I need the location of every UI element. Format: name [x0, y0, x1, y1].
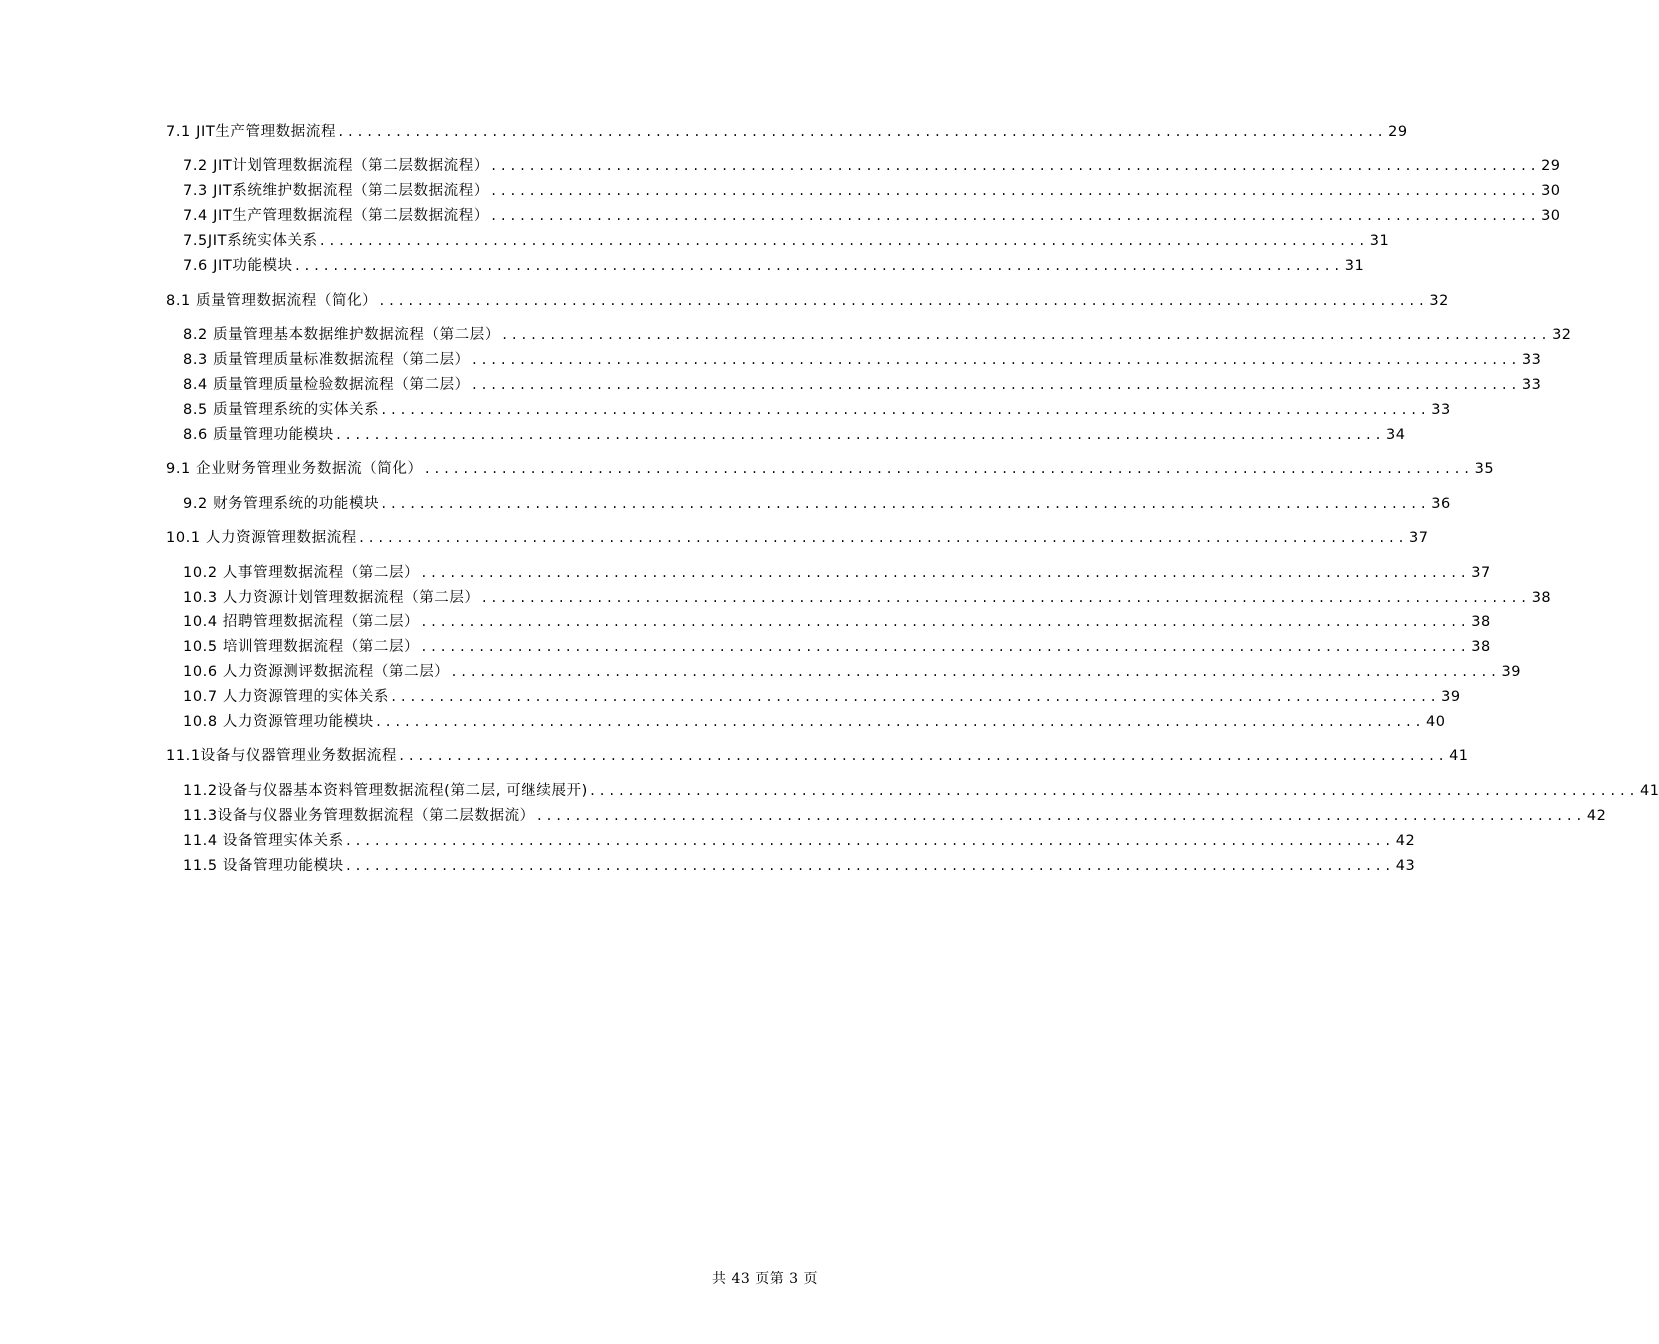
toc-entry-label: 8.4 质量管理质量检验数据流程（第二层） — [183, 377, 470, 393]
dot-leader: ............................................................................................................. — [535, 809, 1585, 823]
toc-entry-label: 8.5 质量管理系统的实体关系 — [183, 402, 380, 418]
toc-entry-page: 41 — [1449, 748, 1469, 764]
dot-leader: ............................................................................................................. — [500, 328, 1551, 342]
toc-entry[interactable] — [166, 460, 1495, 478]
dot-leader: ............................................................................................................. — [588, 784, 1639, 798]
toc-entry[interactable] — [183, 351, 1542, 369]
dot-leader: ............................................................................................................. — [470, 378, 1520, 392]
dot-leader: ............................................................................................................. — [318, 234, 1368, 248]
toc-entry-page: 40 — [1426, 714, 1446, 730]
toc-entry-page: 32 — [1429, 293, 1449, 309]
dot-leader: ............................................................................................................. — [420, 615, 1470, 629]
toc-entry[interactable] — [183, 426, 1406, 444]
toc-entry-label: 10.7 人力资源管理的实体关系 — [183, 689, 389, 705]
toc-entry[interactable] — [183, 257, 1365, 275]
dot-leader: ............................................................................................................. — [423, 462, 1473, 476]
toc-entry-label: 9.1 企业财务管理业务数据流（简化） — [166, 461, 423, 477]
toc-entry-label: 11.3设备与仪器业务管理数据流程（第二层数据流） — [183, 808, 535, 824]
dot-leader: ............................................................................................................. — [420, 640, 1470, 654]
toc-entry-label: 10.2 人事管理数据流程（第二层） — [183, 565, 420, 581]
toc-entry[interactable] — [183, 157, 1561, 175]
dot-leader: ............................................................................................................. — [380, 497, 1430, 511]
toc-entry[interactable] — [183, 376, 1542, 394]
toc-entry[interactable] — [166, 529, 1429, 547]
toc-entry-label: 11.4 设备管理实体关系 — [183, 833, 344, 849]
toc-entry-label: 10.3 人力资源计划管理数据流程（第二层） — [183, 590, 480, 606]
dot-leader: ............................................................................................................. — [293, 259, 1343, 273]
toc-entry-label: 7.5JIT系统实体关系 — [183, 233, 318, 249]
dot-leader: ............................................................................................................. — [374, 715, 1424, 729]
toc-entry-page: 30 — [1541, 183, 1561, 199]
toc-entry-page: 36 — [1431, 496, 1451, 512]
toc-entry[interactable] — [183, 663, 1521, 681]
dot-leader: ............................................................................................................. — [397, 749, 1448, 763]
toc-entry-page: 41 — [1640, 783, 1659, 799]
dot-leader: ............................................................................................................. — [489, 159, 1540, 173]
dot-leader: ............................................................................................................. — [337, 125, 1387, 139]
toc-entry-page: 29 — [1388, 124, 1408, 140]
toc-entry[interactable] — [183, 564, 1491, 582]
dot-leader: ............................................................................................................. — [470, 353, 1520, 367]
toc-entry-page: 31 — [1344, 258, 1365, 274]
toc-entry-label: 10.5 培训管理数据流程（第二层） — [183, 639, 420, 655]
toc-entry-label: 10.1 人力资源管理数据流程 — [166, 530, 357, 546]
toc-entry-label: 7.4 JIT生产管理数据流程（第二层数据流程） — [183, 208, 489, 224]
toc-entry[interactable] — [183, 832, 1416, 850]
toc-entry[interactable] — [183, 326, 1572, 344]
toc-entry-page: 30 — [1541, 208, 1561, 224]
toc-entry-label: 11.5 设备管理功能模块 — [183, 858, 344, 874]
toc-entry[interactable] — [183, 857, 1416, 875]
toc-entry[interactable] — [183, 182, 1561, 200]
dot-leader: ............................................................................................................. — [334, 428, 1384, 442]
toc-entry-page: 33 — [1521, 377, 1542, 393]
dot-leader: ............................................................................................................. — [380, 403, 1430, 417]
toc-entry-label: 9.2 财务管理系统的功能模块 — [183, 496, 380, 512]
dot-leader: ............................................................................................................. — [480, 591, 1530, 605]
toc-entry-label: 10.6 人力资源测评数据流程（第二层） — [183, 664, 450, 680]
toc-entry-page: 32 — [1552, 327, 1572, 343]
toc-entry-page: 42 — [1395, 833, 1416, 849]
toc-entry[interactable] — [183, 207, 1561, 225]
toc-entry-page: 42 — [1586, 808, 1607, 824]
toc-entry-page: 38 — [1471, 639, 1491, 655]
toc-entry-label: 8.6 质量管理功能模块 — [183, 427, 334, 443]
toc-entry[interactable] — [183, 613, 1491, 631]
toc-entry-label: 7.1 JIT生产管理数据流程 — [166, 124, 337, 140]
toc-entry-label: 10.4 招聘管理数据流程（第二层） — [183, 614, 420, 630]
dot-leader: ............................................................................................................. — [489, 209, 1540, 223]
dot-leader: ............................................................................................................. — [357, 531, 1407, 545]
toc-entry-label: 11.1设备与仪器管理业务数据流程 — [166, 748, 397, 764]
toc-entry-page: 34 — [1385, 427, 1406, 443]
toc-entry[interactable] — [166, 747, 1469, 765]
toc-entry[interactable] — [183, 232, 1390, 250]
dot-leader: ............................................................................................................. — [344, 834, 1394, 848]
page-footer: 共 43 页第 3 页 — [712, 1271, 819, 1287]
toc-entry-page: 39 — [1501, 664, 1521, 680]
toc-entry-label: 7.6 JIT功能模块 — [183, 258, 293, 274]
dot-leader: ............................................................................................................. — [420, 566, 1470, 580]
toc-entry[interactable] — [183, 782, 1659, 800]
toc-entry-page: 33 — [1521, 352, 1542, 368]
toc-entry[interactable] — [183, 807, 1607, 825]
toc-entry[interactable] — [166, 292, 1449, 310]
toc-entry-label: 8.2 质量管理基本数据维护数据流程（第二层） — [183, 327, 500, 343]
toc-entry-page: 37 — [1471, 565, 1491, 581]
toc-entry-page: 43 — [1395, 858, 1416, 874]
toc-entry-page: 29 — [1541, 158, 1561, 174]
toc-entry-page: 39 — [1441, 689, 1461, 705]
dot-leader: ............................................................................................................. — [489, 184, 1540, 198]
toc-entry-page: 35 — [1474, 461, 1495, 477]
toc-entry[interactable] — [183, 713, 1446, 731]
dot-leader: ............................................................................................................. — [450, 665, 1500, 679]
toc-entry-label: 11.2设备与仪器基本资料管理数据流程(第二层, 可继续展开) — [183, 783, 588, 799]
toc-entry[interactable] — [183, 638, 1491, 656]
toc-entry-label: 8.3 质量管理质量标准数据流程（第二层） — [183, 352, 470, 368]
toc-entry-label: 7.3 JIT系统维护数据流程（第二层数据流程） — [183, 183, 489, 199]
toc-entry-label: 7.2 JIT计划管理数据流程（第二层数据流程） — [183, 158, 489, 174]
toc-entry-page: 31 — [1369, 233, 1390, 249]
toc-entry-page: 37 — [1409, 530, 1429, 546]
dot-leader: ............................................................................................................. — [390, 690, 1440, 704]
toc-entry[interactable] — [183, 589, 1552, 607]
toc-entry-page: 38 — [1471, 614, 1491, 630]
dot-leader: ............................................................................................................. — [378, 294, 1428, 308]
toc-entry[interactable] — [183, 401, 1451, 419]
dot-leader: ............................................................................................................. — [344, 859, 1394, 873]
toc-entry-page: 33 — [1431, 402, 1451, 418]
toc-entry[interactable] — [183, 495, 1451, 513]
toc-entry-page: 38 — [1531, 590, 1552, 606]
toc-entry[interactable] — [183, 688, 1461, 706]
toc-entry-label: 10.8 人力资源管理功能模块 — [183, 714, 374, 730]
toc-entry-label: 8.1 质量管理数据流程（简化） — [166, 293, 378, 309]
toc-entry[interactable] — [166, 123, 1408, 141]
